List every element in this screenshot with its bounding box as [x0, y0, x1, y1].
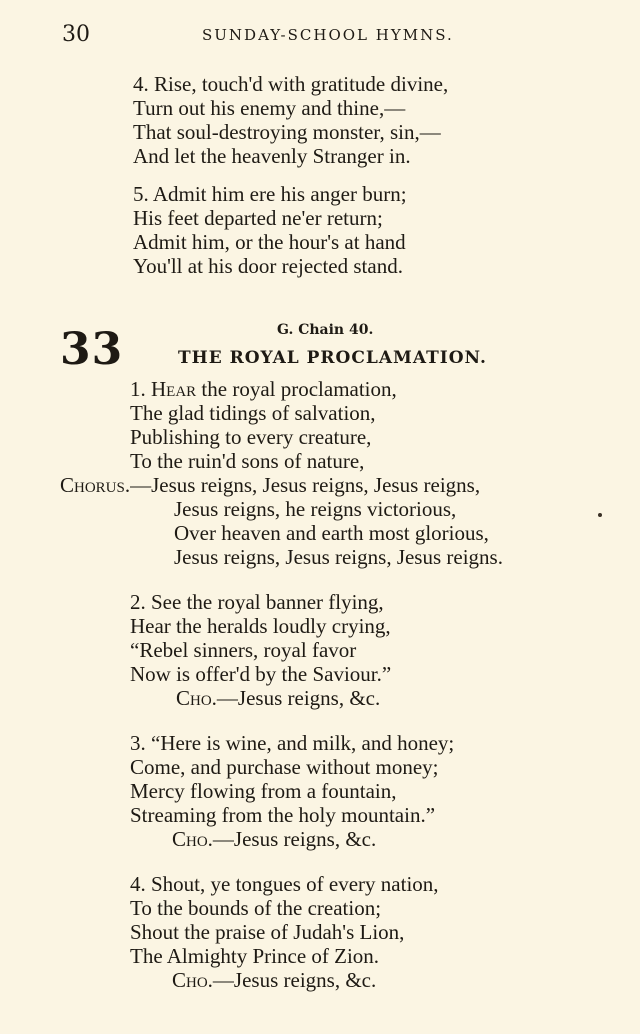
- verse-line: Publishing to every creature,: [130, 425, 372, 449]
- verse-line: To the ruin'd sons of nature,: [130, 449, 365, 473]
- initial-word: Hear: [151, 377, 197, 401]
- verse-line: 3. “Here is wine, and milk, and honey;: [130, 731, 455, 755]
- page-number: 30: [62, 22, 90, 47]
- verse-line: Mercy flowing from a fountain,: [130, 779, 397, 803]
- cho-label: Cho.: [176, 686, 217, 710]
- verse-line: To the bounds of the creation;: [130, 896, 382, 920]
- verse-line: His feet departed ne'er return;: [133, 206, 383, 230]
- verse-line: Shout the praise of Judah's Lion,: [130, 920, 405, 944]
- verse-line: 2. See the royal banner flying,: [130, 590, 384, 614]
- cho-text: —Jesus reigns, &c.: [212, 968, 377, 992]
- hymn-title: THE ROYAL PROCLAMATION.: [178, 348, 487, 368]
- verse-line: And let the heavenly Stranger in.: [133, 144, 411, 168]
- verse-line: Hear the heralds loudly crying,: [130, 614, 391, 638]
- chorus-text: —Jesus reigns, Jesus reigns, Jesus reigns,: [130, 473, 481, 497]
- chorus-reference: [172, 827, 376, 851]
- chorus-label: Chorus.: [60, 473, 131, 497]
- running-head: [62, 22, 482, 52]
- cho-text: —Jesus reigns, &c.: [212, 827, 377, 851]
- book-title: SUNDAY-SCHOOL HYMNS.: [202, 26, 454, 44]
- cho-label: Cho.: [172, 968, 213, 992]
- verse-line-first: [130, 377, 397, 401]
- verse-line: Admit him, or the hour's at hand: [133, 230, 406, 254]
- ink-speck: [598, 513, 602, 517]
- hymn-number: 33: [60, 324, 124, 375]
- verse-line: 4. Rise, touch'd with gratitude divine,: [133, 72, 449, 96]
- verse-line: The Almighty Prince of Zion.: [130, 944, 380, 968]
- verse-line: The glad tidings of salvation,: [130, 401, 376, 425]
- verse-line: Turn out his enemy and thine,—: [133, 96, 406, 120]
- chorus-line-first: [60, 473, 480, 497]
- chorus-reference: [176, 686, 380, 710]
- verse-text: the royal proclamation,: [196, 377, 397, 401]
- verse-line: 5. Admit him ere his anger burn;: [133, 182, 407, 206]
- stanza-number: 1.: [130, 377, 146, 401]
- chorus-reference: [172, 968, 376, 992]
- verse-line: You'll at his door rejected stand.: [133, 254, 403, 278]
- cho-label: Cho.: [172, 827, 213, 851]
- chorus-line: Jesus reigns, he reigns victorious,: [174, 497, 457, 521]
- cho-text: —Jesus reigns, &c.: [216, 686, 381, 710]
- chorus-line: Over heaven and earth most glorious,: [174, 521, 489, 545]
- verse-line: “Rebel sinners, royal favor: [130, 638, 357, 662]
- tune-indication: G. Chain 40.: [277, 322, 374, 338]
- verse-line: That soul-destroying monster, sin,—: [133, 120, 441, 144]
- verse-line: Now is offer'd by the Saviour.”: [130, 662, 392, 686]
- verse-line: Streaming from the holy mountain.”: [130, 803, 436, 827]
- verse-line: 4. Shout, ye tongues of every nation,: [130, 872, 439, 896]
- verse-line: Come, and purchase without money;: [130, 755, 439, 779]
- chorus-line: Jesus reigns, Jesus reigns, Jesus reigns.: [174, 545, 503, 569]
